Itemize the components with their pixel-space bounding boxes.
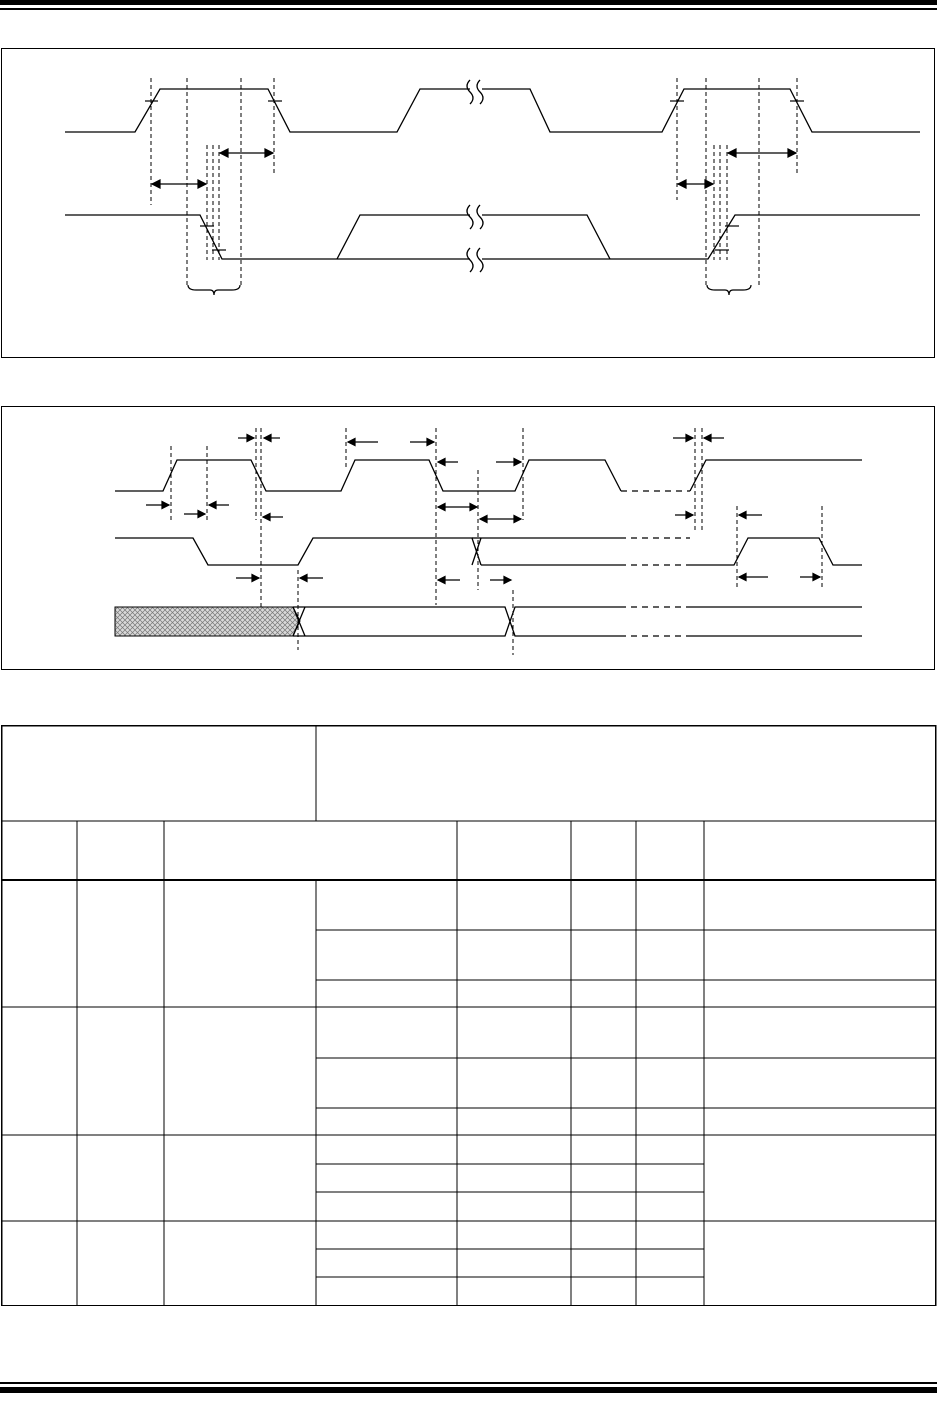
signal-1-waveform (65, 89, 470, 132)
timing-figure-1-drawing (0, 0, 937, 360)
timing-figure-2-drawing (0, 400, 937, 670)
fig2-signal-2 (115, 538, 481, 565)
signal-2-high-pulse (337, 215, 470, 259)
footer-rule-thick (0, 1387, 937, 1393)
footer-rule-thin (0, 1382, 937, 1384)
signal-1-waveform-cont (482, 89, 920, 132)
signal-2-cont-high (482, 215, 610, 259)
brace-left (188, 285, 240, 295)
brace-right (707, 285, 751, 295)
fig2-bus-invalid-hatch (115, 607, 300, 636)
parameter-table (0, 725, 937, 1306)
signal-2-cont-low (482, 215, 920, 259)
fig2-bus (293, 607, 620, 636)
break-marks (467, 80, 483, 272)
signal-2-waveform (65, 215, 337, 259)
fig2-signal-1 (115, 460, 621, 491)
